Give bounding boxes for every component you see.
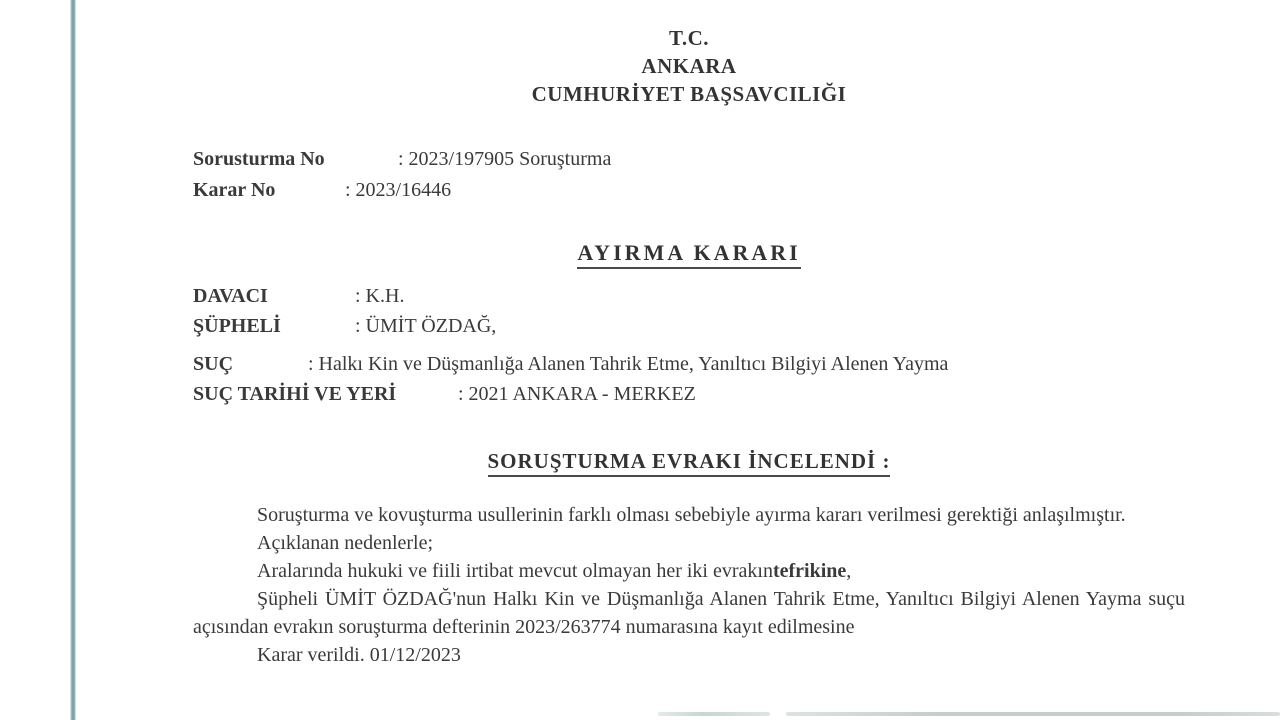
case-info-row-decision-no [193,175,1185,206]
letterhead-line-office: CUMHURİYET BAŞSAVCILIĞI [531,82,847,106]
decision-no-value: : 2023/16446 [345,179,452,201]
party-row-offense [193,349,1185,379]
party-row-suspect [193,311,1185,341]
investigation-no-label: Sorusturma No [193,148,325,170]
letterhead [193,0,1185,108]
section-title-wrap [193,449,1185,477]
suspect-value: : ÜMİT ÖZDAĞ, [355,315,497,337]
letterhead-line-tc: T.C. [668,26,710,50]
separation-tail: , [846,560,852,582]
plaintiff-label: DAVACI [193,285,268,307]
case-info-block [193,144,1185,206]
offense-value: : Halkı Kin ve Düşmanlığa Alanen Tahrik Etme, Yanıltıcı Bilgiyi Alenen Yayma [308,353,949,375]
decision-title-wrap [193,240,1185,269]
case-info-row-investigation-no [193,144,1185,175]
paragraph-closing: Karar verildi. 01/12/2023 [257,644,461,666]
cutoff-signature-bar-right [786,712,1280,716]
decision-body [193,501,1185,669]
paragraph-registration: Şüpheli ÜMİT ÖZDAĞ'nun Halkı Kin ve Düşmanlığa Alanen Tahrik Etme, Yanıltıcı Bilgiyi Alenen Yayma suçu açısından evrakın soruşturma defterinin 2023/263774 numarasına kayıt edilmesine [193,588,1185,638]
offense-date-place-label: SUÇ TARİHİ VE YERİ [193,383,397,405]
paragraph-reasoning: Soruşturma ve kovuşturma usullerinin farklı olması sebebiyle ayırma kararı verilmesi gerektiği anlaşılmıştır. [257,504,1126,526]
decision-title: AYIRMA KARARI [577,240,800,269]
left-margin-rule [70,0,76,720]
plaintiff-value: : K.H. [355,285,405,307]
separation-text: Aralarında hukuki ve fiili irtibat mevcut olmayan her iki evrakın [257,560,773,582]
cutoff-signature-bar-left [658,712,770,716]
party-row-offense-date-place [193,379,1185,409]
offense-label: SUÇ [193,353,234,375]
parties-block [193,281,1185,409]
offense-date-place-value: : 2021 ANKARA - MERKEZ [458,383,696,405]
letterhead-line-city: ANKARA [641,54,737,78]
suspect-label: ŞÜPHELİ [193,315,281,337]
paragraph-separation [193,557,1185,585]
section-title: SORUŞTURMA EVRAKI İNCELENDİ : [488,449,891,477]
document-content [193,0,1185,669]
decision-no-label: Karar No [193,179,276,201]
investigation-no-value: : 2023/197905 Soruşturma [398,148,612,170]
separation-keyword: tefrikine [772,560,847,582]
party-row-plaintiff [193,281,1185,311]
paragraph-therefore: Açıklanan nedenlerle; [257,532,434,554]
